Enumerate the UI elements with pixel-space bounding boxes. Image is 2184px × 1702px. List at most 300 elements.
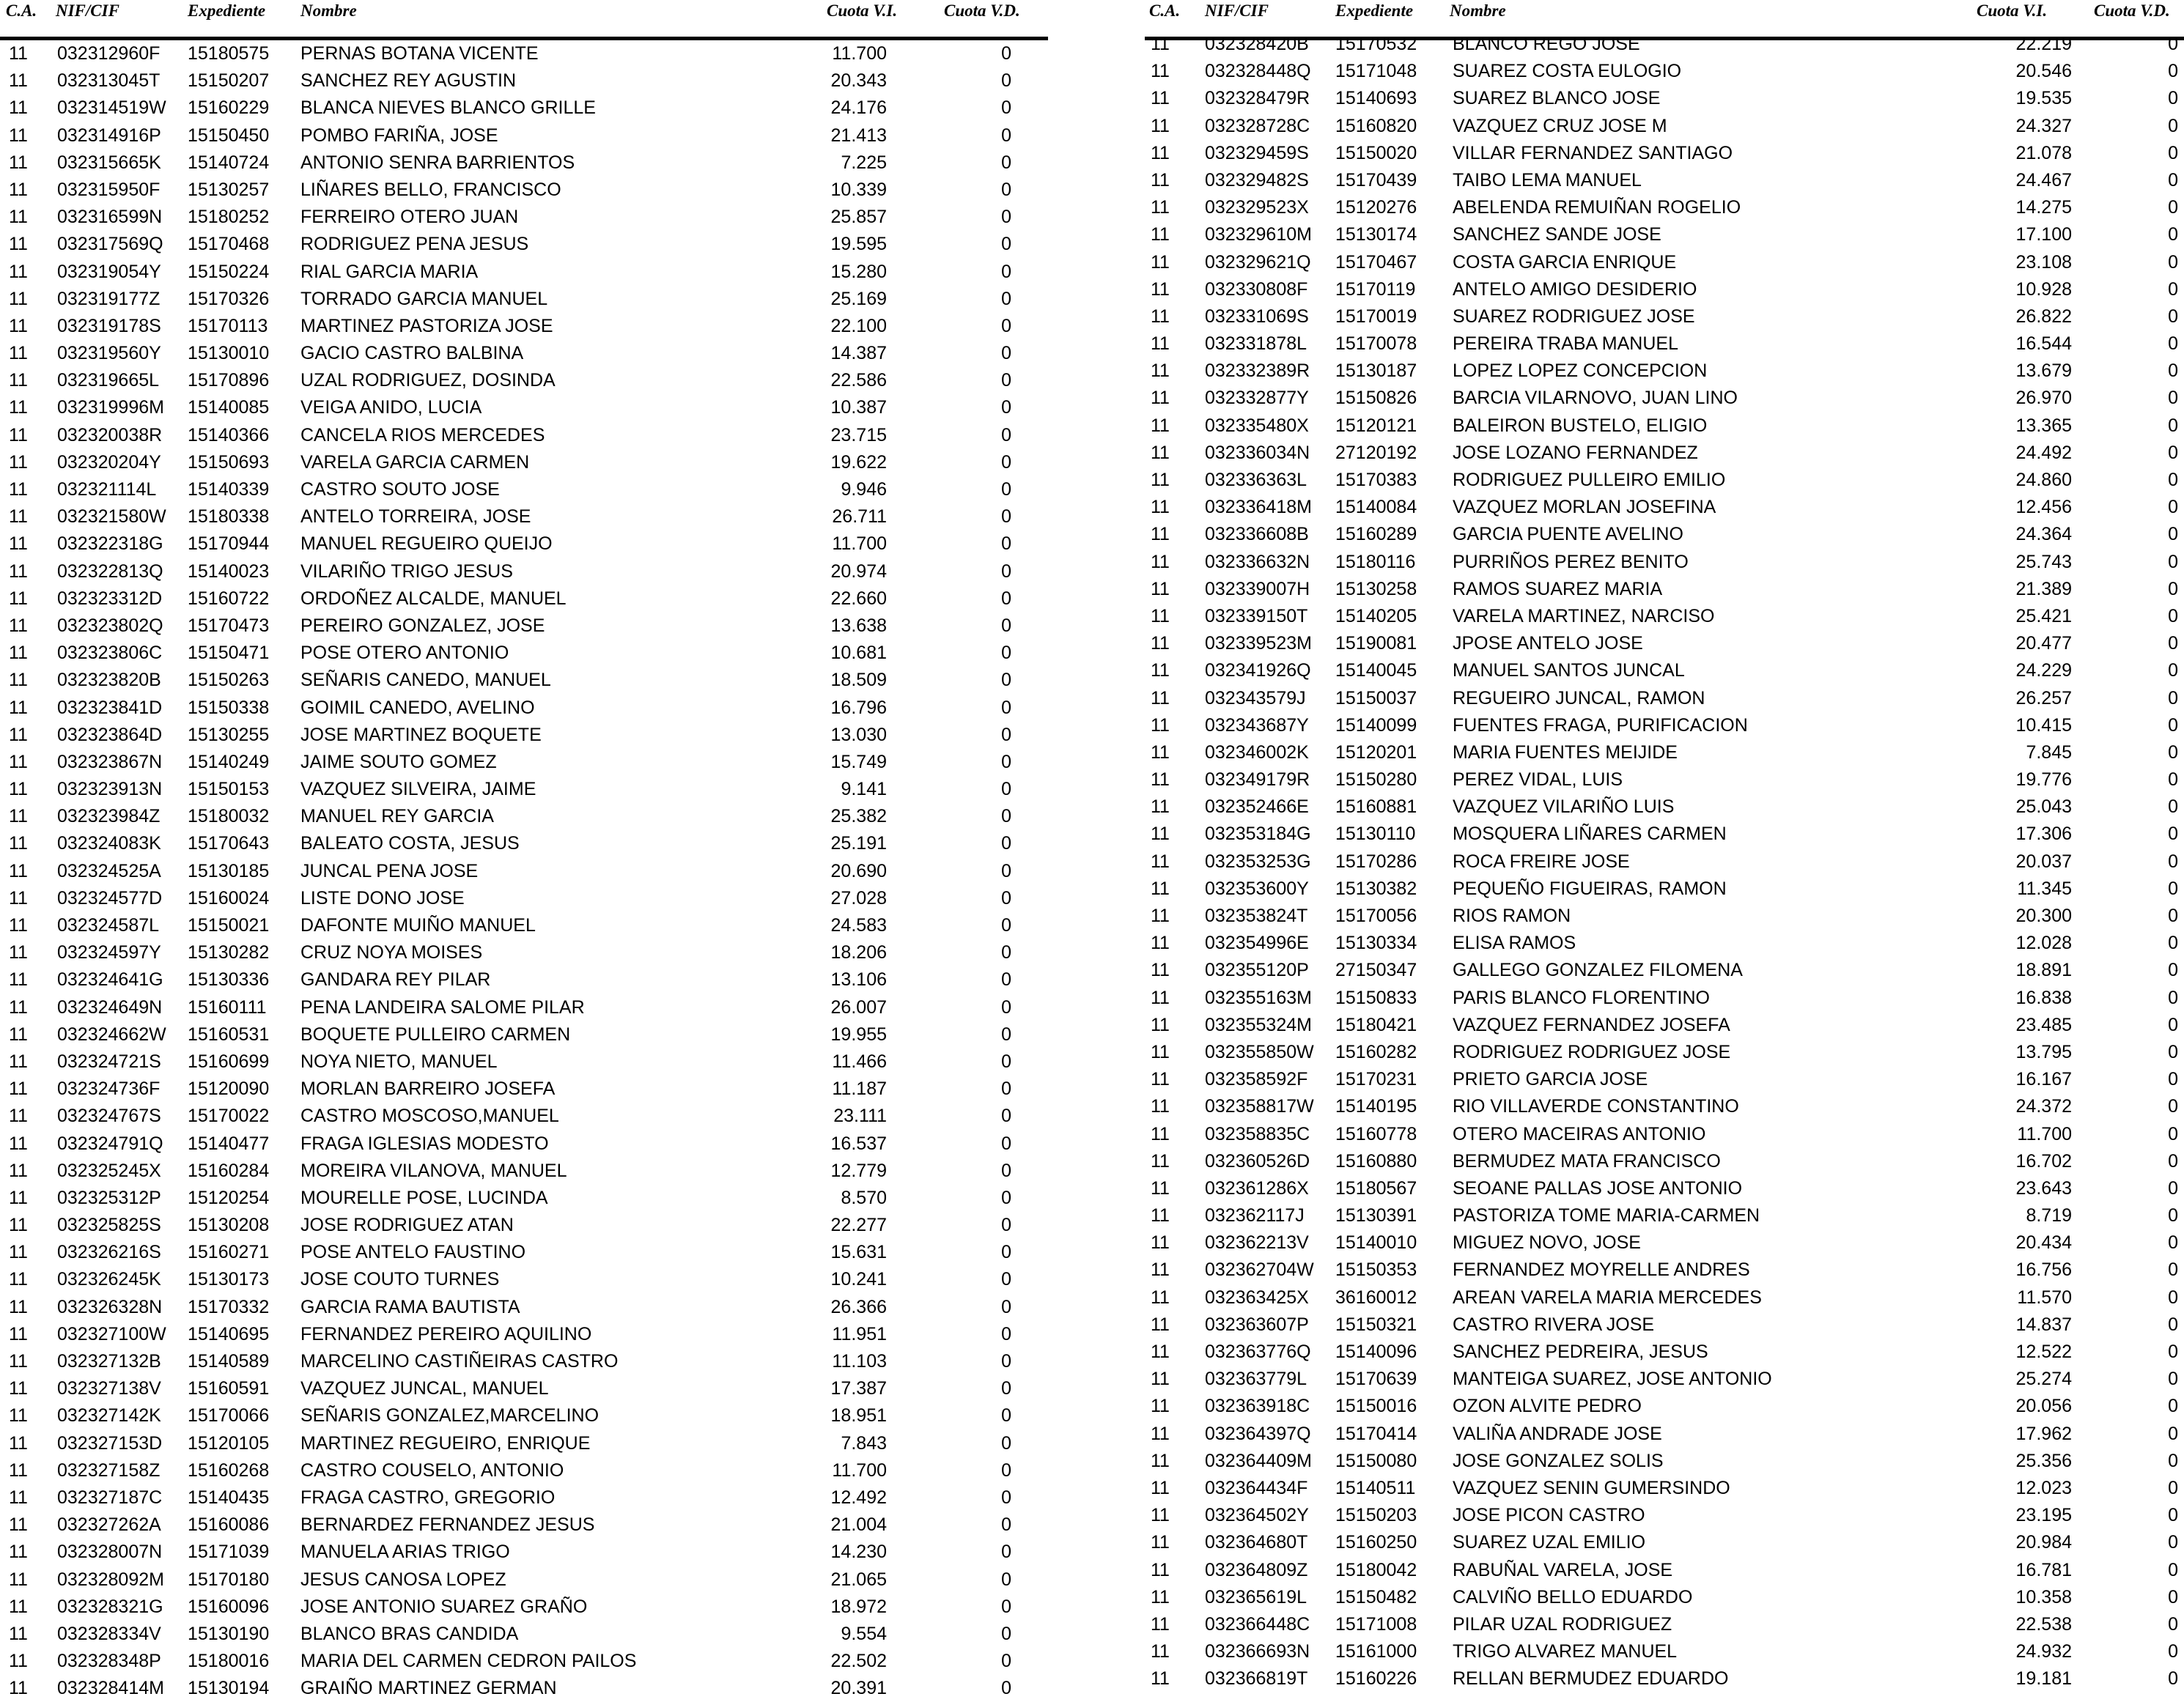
cell-nombre: LISTE DONO JOSE [300, 887, 465, 909]
cell-cuota-vi: 8.570 [841, 1187, 887, 1208]
cell-nombre: RODRIGUEZ RODRIGUEZ JOSE [1453, 1041, 1731, 1062]
cell-nombre: FERNANDEZ MOYRELLE ANDRES [1453, 1259, 1750, 1281]
table-row [0, 722, 1048, 749]
cell-ca: 11 [9, 1378, 28, 1399]
table-row [1145, 1529, 2184, 1556]
header-ca: C.A. [6, 1, 37, 20]
table-row [1145, 1012, 2184, 1039]
cell-cuota-vd: 0 [2168, 1586, 2178, 1607]
cell-expediente: 15160282 [1335, 1041, 1417, 1062]
cell-nombre: BERMUDEZ MATA FRANCISCO [1453, 1150, 1721, 1172]
cell-expediente: 15190081 [1335, 633, 1417, 654]
cell-nombre: VAZQUEZ CRUZ JOSE M [1453, 115, 1667, 136]
cell-cuota-vd: 0 [1001, 1405, 1011, 1427]
table-row [0, 1212, 1048, 1239]
cell-cuota-vi: 25.356 [2015, 1450, 2072, 1471]
cell-expediente: 15160881 [1335, 796, 1417, 818]
cell-cuota-vd: 0 [2168, 687, 2178, 708]
cell-cuota-vd: 0 [1001, 1678, 1011, 1699]
cell-expediente: 15170383 [1335, 470, 1417, 490]
table-row [1145, 1502, 2184, 1529]
cell-cuota-vi: 11.345 [2017, 878, 2072, 899]
cell-cuota-vi: 21.078 [2015, 142, 2072, 163]
cell-ca: 11 [9, 833, 28, 854]
cell-cuota-vd: 0 [1001, 1378, 1011, 1399]
cell-nif: 032323312D [57, 588, 163, 609]
cell-cuota-vi: 18.509 [830, 670, 887, 691]
cell-cuota-vd: 0 [2168, 1205, 2178, 1226]
cell-nif: 032339007H [1205, 578, 1310, 599]
cell-ca: 11 [9, 506, 28, 528]
table-row [0, 994, 1048, 1021]
header-nif: NIF/CIF [56, 1, 119, 20]
cell-nif: 032323820B [57, 670, 161, 691]
cell-cuota-vi: 20.434 [2015, 1232, 2072, 1254]
cell-ca: 11 [9, 1024, 28, 1045]
cell-nombre: MANUEL SANTOS JUNCAL [1453, 660, 1685, 681]
table-row [0, 1266, 1048, 1293]
cell-ca: 11 [1151, 251, 1170, 273]
cell-cuota-vi: 21.065 [830, 1569, 887, 1590]
cell-nombre: GACIO CASTRO BALBINA [300, 343, 524, 364]
cell-nombre: CASTRO RIVERA JOSE [1453, 1314, 1655, 1335]
cell-cuota-vd: 0 [2168, 142, 2178, 163]
cell-expediente: 15130208 [188, 1215, 270, 1236]
cell-nombre: GARCIA PUENTE AVELINO [1453, 524, 1683, 545]
cell-nif: 032323984Z [57, 806, 161, 827]
cell-cuota-vd: 0 [2168, 987, 2178, 1008]
cell-cuota-vd: 0 [2168, 278, 2178, 300]
cell-expediente: 15160229 [188, 97, 270, 119]
cell-nombre: SANCHEZ REY AGUSTIN [300, 70, 517, 92]
cell-expediente: 15140724 [188, 152, 270, 173]
table-row [0, 503, 1048, 530]
cell-cuota-vd: 0 [1001, 1432, 1011, 1454]
cell-nombre: CANCELA RIOS MERCEDES [300, 424, 545, 445]
cell-cuota-vd: 0 [2168, 1041, 2178, 1062]
cell-expediente: 15130257 [188, 179, 270, 200]
cell-expediente: 15170468 [188, 234, 270, 255]
table-row [0, 966, 1048, 994]
cell-cuota-vi: 12.779 [830, 1160, 887, 1181]
cell-cuota-vi: 10.358 [2015, 1586, 2072, 1607]
cell-nombre: JESUS CANOSA LOPEZ [300, 1569, 506, 1590]
table-row [0, 1675, 1048, 1702]
cell-cuota-vi: 15.280 [830, 261, 887, 282]
table-row [0, 1103, 1048, 1130]
header-ca: C.A. [1149, 1, 1181, 20]
cell-expediente: 15160096 [188, 1596, 270, 1617]
cell-cuota-vi: 19.622 [830, 451, 887, 473]
cell-cuota-vi: 24.372 [2015, 1096, 2072, 1117]
cell-cuota-vi: 16.781 [2015, 1559, 2072, 1580]
cell-cuota-vd: 0 [2168, 415, 2178, 436]
cell-ca: 11 [9, 670, 28, 691]
cell-cuota-vd: 0 [2168, 824, 2178, 845]
cell-cuota-vi: 19.535 [2015, 88, 2072, 109]
header-cuota-vd: Cuota V.D. [2094, 1, 2170, 20]
cell-expediente: 15130187 [1335, 360, 1417, 382]
cell-ca: 11 [1151, 906, 1170, 926]
cell-expediente: 15140511 [1335, 1477, 1416, 1498]
cell-ca: 11 [1151, 1532, 1170, 1553]
cell-nif: 032328420B [1205, 34, 1309, 54]
cell-expediente: 15150020 [1335, 142, 1417, 163]
cell-cuota-vi: 17.387 [830, 1378, 887, 1399]
cell-cuota-vd: 0 [1001, 806, 1011, 827]
table-row [1145, 440, 2184, 467]
cell-nif: 032319665L [57, 370, 160, 391]
cell-expediente: 15171048 [1335, 61, 1417, 82]
cell-cuota-vi: 13.106 [830, 969, 887, 991]
cell-cuota-vi: 25.743 [2015, 551, 2072, 572]
cell-cuota-vd: 0 [1001, 179, 1011, 200]
cell-cuota-vd: 0 [2168, 1532, 2178, 1553]
cell-cuota-vi: 20.300 [2015, 906, 2072, 926]
cell-ca: 11 [1151, 769, 1170, 791]
cell-expediente: 15160699 [188, 1051, 270, 1072]
table-row [0, 449, 1048, 476]
cell-cuota-vd: 0 [1001, 1106, 1011, 1127]
cell-expediente: 15140366 [188, 424, 270, 445]
cell-nif: 032355850W [1205, 1041, 1314, 1062]
cell-nombre: OTERO MACEIRAS ANTONIO [1453, 1123, 1706, 1144]
cell-cuota-vd: 0 [2168, 551, 2178, 572]
table-row [0, 340, 1048, 367]
cell-cuota-vd: 0 [1001, 833, 1011, 854]
cell-nombre: COSTA GARCIA ENRIQUE [1453, 251, 1677, 273]
cell-cuota-vd: 0 [1001, 1651, 1011, 1672]
cell-nif: 032360526D [1205, 1150, 1310, 1172]
cell-cuota-vd: 0 [1001, 261, 1011, 282]
cell-cuota-vd: 0 [2168, 524, 2178, 545]
cell-expediente: 15150037 [1335, 687, 1417, 708]
cell-nombre: ANTELO AMIGO DESIDERIO [1453, 278, 1697, 300]
cell-ca: 11 [9, 343, 28, 364]
cell-nombre: BLANCA NIEVES BLANCO GRILLE [300, 97, 596, 119]
cell-cuota-vd: 0 [1001, 1078, 1011, 1100]
cell-expediente: 15170467 [1335, 251, 1417, 273]
cell-nif: 032363918C [1205, 1396, 1310, 1417]
cell-nombre: MIGUEZ NOVO, JOSE [1453, 1232, 1641, 1254]
cell-ca: 11 [1151, 1668, 1170, 1690]
cell-cuota-vi: 27.028 [830, 887, 887, 909]
table-row [0, 776, 1048, 803]
cell-expediente: 15120276 [1335, 197, 1417, 218]
table-row [1145, 467, 2184, 494]
cell-cuota-vd: 0 [1001, 1269, 1011, 1290]
cell-nif: 032324641G [57, 969, 163, 991]
table-row [0, 1021, 1048, 1048]
cell-nif: 032315950F [57, 179, 161, 200]
cell-expediente: 15170643 [188, 833, 270, 854]
cell-nombre: JUNCAL PENA JOSE [300, 860, 479, 881]
table-row [0, 476, 1048, 503]
cell-ca: 11 [9, 1242, 28, 1263]
cell-nombre: VAZQUEZ VILARIÑO LUIS [1453, 796, 1675, 818]
cell-nombre: MARCELINO CASTIÑEIRAS CASTRO [300, 1351, 619, 1372]
cell-expediente: 15160722 [188, 588, 270, 609]
cell-nif: 032317569Q [57, 234, 163, 255]
cell-nombre: ABELENDA REMUIÑAN ROGELIO [1453, 197, 1741, 218]
cell-cuota-vd: 0 [1001, 1133, 1011, 1154]
table-row [1145, 1665, 2184, 1692]
table-row [1145, 1148, 2184, 1175]
cell-ca: 11 [1151, 796, 1170, 818]
cell-ca: 11 [1151, 1396, 1170, 1417]
cell-ca: 11 [9, 560, 28, 582]
cell-nombre: AREAN VARELA MARIA MERCEDES [1453, 1287, 1762, 1308]
cell-cuota-vi: 23.485 [2015, 1014, 2072, 1035]
cell-expediente: 15170326 [188, 288, 270, 309]
cell-nombre: CRUZ NOYA MOISES [300, 942, 483, 963]
cell-ca: 11 [9, 724, 28, 745]
cell-ca: 11 [9, 615, 28, 636]
cell-cuota-vi: 26.970 [2015, 388, 2072, 409]
cell-nombre: VAZQUEZ SILVEIRA, JAIME [300, 779, 536, 800]
table-header [0, 0, 1048, 40]
cell-cuota-vd: 0 [1001, 125, 1011, 146]
cell-cuota-vd: 0 [2168, 605, 2178, 626]
cell-cuota-vi: 24.364 [2015, 524, 2072, 545]
cell-cuota-vd: 0 [2168, 906, 2178, 926]
cell-cuota-vi: 11.570 [2017, 1287, 2072, 1308]
cell-nif: 032328448Q [1205, 61, 1311, 82]
cell-nombre: MANTEIGA SUAREZ, JOSE ANTONIO [1453, 1369, 1772, 1390]
cell-nombre: PURRIÑOS PEREZ BENITO [1453, 551, 1689, 572]
cell-nombre: RELLAN BERMUDEZ EDUARDO [1453, 1668, 1729, 1690]
cell-ca: 11 [9, 1596, 28, 1617]
cell-nombre: JOSE MARTINEZ BOQUETE [300, 724, 542, 745]
table-row [1145, 766, 2184, 793]
cell-nif: 032327138V [57, 1378, 161, 1399]
cell-expediente: 15150833 [1335, 987, 1417, 1008]
cell-ca: 11 [9, 1296, 28, 1317]
cell-cuota-vd: 0 [1001, 1487, 1011, 1508]
table-row [0, 367, 1048, 394]
cell-nif: 032329459S [1205, 142, 1309, 163]
cell-cuota-vi: 26.711 [832, 506, 887, 528]
cell-cuota-vi: 13.795 [2015, 1041, 2072, 1062]
cell-expediente: 15160226 [1335, 1668, 1417, 1690]
cell-cuota-vd: 0 [1001, 1296, 1011, 1317]
table-row [0, 1621, 1048, 1648]
cell-cuota-vd: 0 [1001, 1596, 1011, 1617]
cell-cuota-vi: 18.972 [830, 1596, 887, 1617]
cell-ca: 11 [9, 1651, 28, 1672]
cell-expediente: 15140695 [188, 1323, 270, 1344]
cell-nombre: PASTORIZA TOME MARIA-CARMEN [1453, 1205, 1760, 1226]
cell-ca: 11 [9, 451, 28, 473]
table-row [0, 313, 1048, 340]
cell-cuota-vi: 23.715 [830, 424, 887, 445]
cell-cuota-vi: 19.595 [830, 234, 887, 255]
cell-expediente: 15180042 [1335, 1559, 1417, 1580]
cell-nombre: ANTELO TORREIRA, JOSE [300, 506, 531, 528]
cell-nombre: MARIA FUENTES MEIJIDE [1453, 741, 1678, 763]
cell-cuota-vd: 0 [1001, 1051, 1011, 1072]
cell-ca: 11 [1151, 987, 1170, 1008]
cell-ca: 11 [9, 1487, 28, 1508]
cell-cuota-vd: 0 [1001, 615, 1011, 636]
cell-ca: 11 [9, 152, 28, 173]
cell-expediente: 15180575 [188, 43, 270, 64]
cell-nombre: SUAREZ COSTA EULOGIO [1453, 61, 1682, 82]
cell-cuota-vd: 0 [2168, 1641, 2178, 1662]
cell-ca: 11 [9, 125, 28, 146]
table-row [1145, 1093, 2184, 1120]
cell-cuota-vi: 21.004 [830, 1514, 887, 1536]
table-row [1145, 385, 2184, 412]
cell-nombre: PEREZ VIDAL, LUIS [1453, 769, 1623, 791]
cell-cuota-vd: 0 [2168, 1287, 2178, 1308]
cell-expediente: 15170078 [1335, 333, 1417, 355]
cell-nombre: VARELA MARTINEZ, NARCISO [1453, 605, 1715, 626]
cell-nif: 032324791Q [57, 1133, 163, 1154]
cell-cuota-vi: 24.229 [2015, 660, 2072, 681]
cell-cuota-vi: 17.962 [2015, 1423, 2072, 1444]
cell-nombre: BLANCO REGO JOSE [1453, 34, 1640, 54]
cell-cuota-vi: 10.387 [830, 397, 887, 418]
cell-cuota-vd: 0 [2168, 470, 2178, 490]
table-row [1145, 1229, 2184, 1257]
table-row [1145, 1366, 2184, 1393]
table-row [1145, 1311, 2184, 1339]
cell-expediente: 15150353 [1335, 1259, 1417, 1281]
table-row [1145, 1557, 2184, 1584]
cell-expediente: 15180016 [188, 1651, 270, 1672]
cell-ca: 11 [9, 1432, 28, 1454]
table-row [1145, 330, 2184, 358]
cell-ca: 11 [1151, 1559, 1170, 1580]
cell-cuota-vi: 23.111 [833, 1106, 887, 1127]
cell-nif: 032326328N [57, 1296, 163, 1317]
cell-cuota-vd: 0 [2168, 61, 2178, 82]
cell-expediente: 15140084 [1335, 497, 1417, 518]
table-row [1145, 712, 2184, 739]
cell-cuota-vd: 0 [1001, 996, 1011, 1018]
cell-ca: 11 [1151, 88, 1170, 109]
cell-expediente: 15130334 [1335, 933, 1417, 954]
cell-cuota-vd: 0 [1001, 1623, 1011, 1644]
cell-expediente: 15150321 [1335, 1314, 1417, 1335]
cell-cuota-vi: 25.043 [2015, 796, 2072, 818]
cell-cuota-vi: 18.206 [830, 942, 887, 963]
cell-cuota-vd: 0 [2168, 1505, 2178, 1526]
cell-cuota-vi: 20.391 [830, 1678, 887, 1699]
table-row [0, 803, 1048, 830]
cell-ca: 11 [1151, 1505, 1170, 1526]
cell-ca: 11 [9, 1323, 28, 1344]
cell-nif: 032329482S [1205, 169, 1309, 190]
cell-cuota-vi: 26.257 [2015, 687, 2072, 708]
cell-cuota-vd: 0 [2168, 878, 2178, 899]
cell-nombre: TAIBO LEMA MANUEL [1453, 169, 1642, 190]
cell-nif: 032362704W [1205, 1259, 1314, 1281]
table-row [1145, 549, 2184, 576]
cell-cuota-vi: 16.167 [2015, 1069, 2072, 1090]
cell-nombre: REGUEIRO JUNCAL, RAMON [1453, 687, 1705, 708]
cell-cuota-vd: 0 [1001, 234, 1011, 255]
cell-ca: 11 [1151, 1123, 1170, 1144]
cell-nif: 032331069S [1205, 306, 1309, 327]
cell-nombre: MANUEL REGUEIRO QUEIJO [300, 533, 553, 555]
cell-expediente: 15130391 [1335, 1205, 1417, 1226]
cell-nombre: PILAR UZAL RODRIGUEZ [1453, 1613, 1672, 1635]
table-row [1145, 1066, 2184, 1093]
cell-ca: 11 [1151, 497, 1170, 518]
cell-expediente: 15180032 [188, 806, 270, 827]
table-row [1145, 1202, 2184, 1229]
table-row [0, 613, 1048, 640]
cell-ca: 11 [9, 1106, 28, 1127]
cell-nif: 032319054Y [57, 261, 161, 282]
cell-expediente: 15130336 [188, 969, 270, 991]
cell-nombre: MANUELA ARIAS TRIGO [300, 1542, 510, 1563]
cell-cuota-vd: 0 [2168, 1369, 2178, 1390]
cell-cuota-vi: 23.195 [2015, 1505, 2072, 1526]
table-row [1145, 930, 2184, 957]
cell-nombre: MOREIRA VILANOVA, MANUEL [300, 1160, 567, 1181]
cell-cuota-vd: 0 [1001, 370, 1011, 391]
cell-cuota-vd: 0 [2168, 1150, 2178, 1172]
cell-nif: 032320038R [57, 424, 163, 445]
cell-cuota-vd: 0 [1001, 1215, 1011, 1236]
cell-expediente: 15120121 [1335, 415, 1417, 436]
cell-nif: 032341926Q [1205, 660, 1311, 681]
cell-ca: 11 [9, 860, 28, 881]
table-row [0, 1484, 1048, 1512]
cell-nombre: RABUÑAL VARELA, JOSE [1453, 1559, 1673, 1580]
cell-nif: 032363607P [1205, 1314, 1309, 1335]
cell-cuota-vi: 11.187 [832, 1078, 887, 1100]
cell-ca: 11 [9, 1051, 28, 1072]
cell-cuota-vi: 16.838 [2015, 987, 2072, 1008]
table-row [0, 1512, 1048, 1539]
cell-cuota-vd: 0 [2168, 169, 2178, 190]
table-row [1145, 1638, 2184, 1665]
table-row [1145, 85, 2184, 112]
cell-expediente: 15150080 [1335, 1450, 1417, 1471]
cell-nombre: FUENTES FRAGA, PURIFICACION [1453, 714, 1748, 736]
cell-ca: 11 [1151, 851, 1170, 872]
cell-cuota-vi: 20.343 [830, 70, 887, 92]
cell-nif: 032324083K [57, 833, 161, 854]
cell-nif: 032327262A [57, 1514, 161, 1536]
cell-cuota-vi: 24.467 [2015, 169, 2072, 190]
table-row [1145, 876, 2184, 903]
cell-ca: 11 [9, 1542, 28, 1563]
cell-ca: 11 [9, 397, 28, 418]
cell-cuota-vd: 0 [2168, 333, 2178, 355]
cell-cuota-vi: 19.776 [2015, 769, 2072, 791]
cell-nif: 032323841D [57, 697, 163, 718]
header-cuota-vi: Cuota V.I. [1977, 1, 2048, 20]
cell-cuota-vd: 0 [1001, 779, 1011, 800]
table-row [0, 1321, 1048, 1348]
cell-cuota-vi: 25.191 [830, 833, 887, 854]
cell-cuota-vi: 20.037 [2015, 851, 2072, 872]
cell-cuota-vd: 0 [2168, 1477, 2178, 1498]
cell-cuota-vd: 0 [1001, 97, 1011, 119]
cell-nif: 032327100W [57, 1323, 166, 1344]
table-row [0, 1375, 1048, 1402]
cell-ca: 11 [1151, 333, 1170, 355]
cell-nif: 032366693N [1205, 1641, 1310, 1662]
cell-expediente: 15130255 [188, 724, 270, 745]
cell-ca: 11 [9, 1623, 28, 1644]
cell-nif: 032355163M [1205, 987, 1312, 1008]
